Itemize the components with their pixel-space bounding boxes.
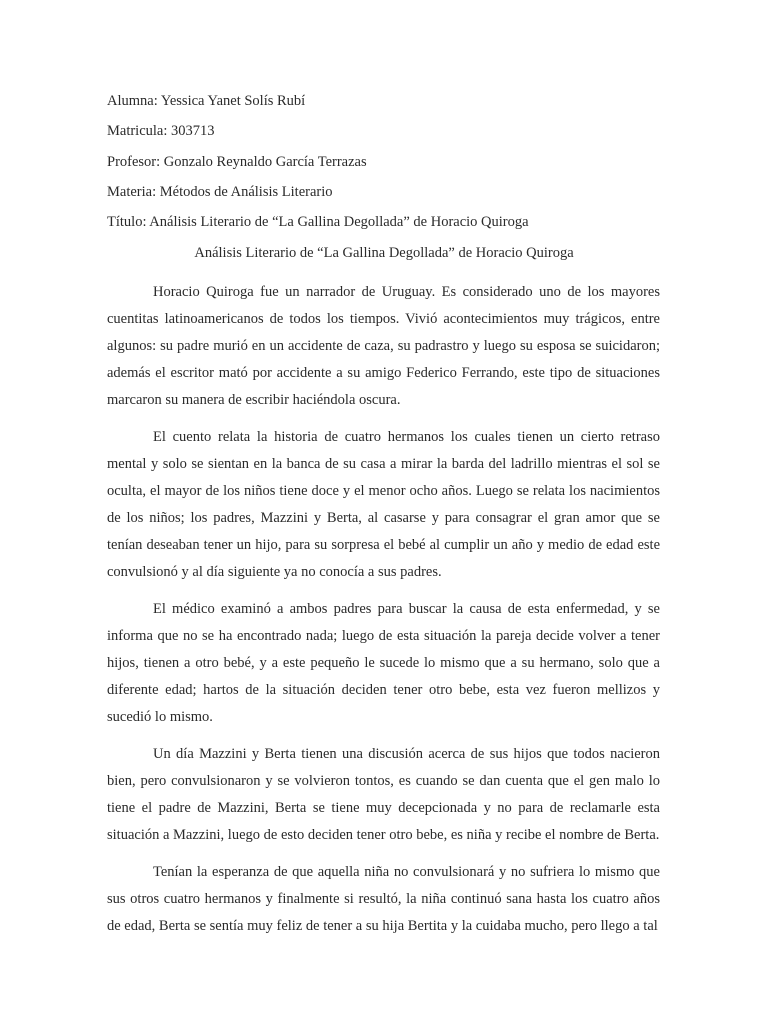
subject-line: Materia: Métodos de Análisis Literario (107, 184, 333, 200)
paragraph-1: Horacio Quiroga fue un narrador de Uruguay. Es considerado uno de los mayores cuentitas latinoamericanos de todos los tiempos. Vivió acontecimientos muy trágicos, entre algunos: su padre murió en un accidente de caza, su padrastro y luego su esposa se suicidaron; además el escritor mató por accidente a su amigo Federico Ferrando, este tipo de situaciones marcaron su manera de escribir haciéndola oscura. (107, 284, 660, 408)
document-body (107, 279, 660, 950)
document-title: Análisis Literario de “La Gallina Degollada” de Horacio Quiroga (194, 245, 574, 261)
title-info-line: Título: Análisis Literario de “La Gallina Degollada” de Horacio Quiroga (107, 214, 529, 230)
paragraph-3: El médico examinó a ambos padres para buscar la causa de esta enfermedad, y se informa que no se ha encontrado nada; luego de esta situación la pareja decide volver a tener hijos, tienen a otro bebé, y a este pequeño le sucede lo mismo que a su hermano, solo que a diferente edad; hartos de la situación deciden tener otro bebe, esta vez fueron mellizos y sucedió lo mismo. (107, 601, 660, 725)
paragraph-2: El cuento relata la historia de cuatro hermanos los cuales tienen un cierto retraso mental y solo se sientan en la banca de su casa a mirar la barda del ladrillo mientras el sol se oculta, el mayor de los niños tiene doce y el menor ocho años. Luego se relata los nacimientos de los niños; los padres, Mazzini y Berta, al casarse y para consagrar el gran amor que se tenían deseaban tener un hijo, para su sorpresa el bebé al cumplir un año y medio de edad este convulsionó y al día siguiente ya no conocía a sus padres. (107, 429, 660, 580)
student-id-line: Matricula: 303713 (107, 123, 215, 139)
paragraph-5: Tenían la esperanza de que aquella niña no convulsionará y no sufriera lo mismo que sus otros cuatro hermanos y finalmente si resultó, la niña continuó sana hasta los cuatro años de edad, Berta se sentía muy feliz de tener a su hija Bertita y la cuidaba mucho, pero llego a tal (107, 864, 660, 934)
paragraph-4: Un día Mazzini y Berta tienen una discusión acerca de sus hijos que todos nacieron bien, pero convulsionaron y se volvieron tontos, es cuando se dan cuenta que el gen malo lo tiene el padre de Mazzini, Berta se tiene muy decepcionada y no para de reclamarle esta situación a Mazzini, luego de esto deciden tener otro bebe, es niña y recibe el nombre de Berta. (107, 746, 660, 843)
professor-line: Profesor: Gonzalo Reynaldo García Terrazas (107, 154, 367, 170)
student-name-line: Alumna: Yessica Yanet Solís Rubí (107, 93, 306, 109)
